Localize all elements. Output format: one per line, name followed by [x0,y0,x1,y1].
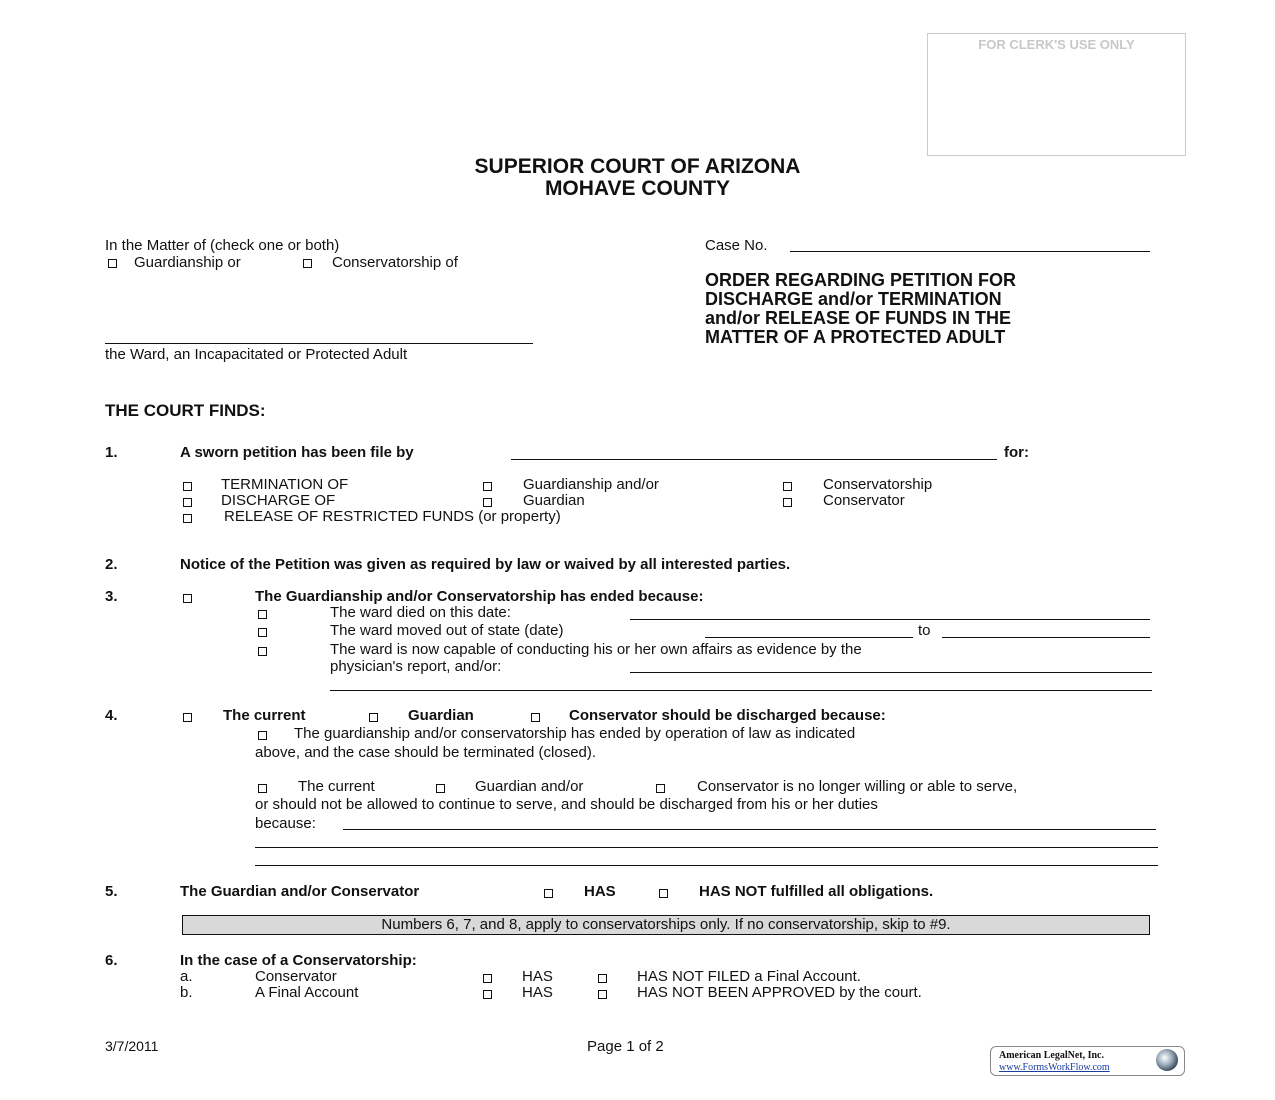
release-funds-checkbox[interactable] [183,514,192,523]
because-label: because: [255,815,316,832]
ward-label: the Ward, an Incapacitated or Protected Adult [105,346,408,363]
page-number: Page 1 of 2 [587,1038,664,1055]
s6b-hasnot-checkbox[interactable] [598,990,607,999]
physician-report-field[interactable] [630,672,1152,673]
ward-moved-label: The ward moved out of state (date) [330,622,564,639]
s1-text: A sworn petition has been file by [180,444,414,461]
s6a-has: HAS [522,968,553,985]
termination-label: TERMINATION OF [221,476,349,493]
conservatorship-label: Conservatorship of [332,254,458,271]
s4-guardian: Guardian [408,707,474,724]
unwilling-text-2: or should not be allowed to continue to serve, and should be discharged from his or her duties [255,796,878,813]
ward-died-checkbox[interactable] [258,610,267,619]
s6a-letter: a. [180,968,193,985]
unwilling-guardian: Guardian and/or [475,778,584,795]
s4-conservator-checkbox[interactable] [531,713,540,722]
s3-text: The Guardianship and/or Conservatorship has ended because: [255,588,704,605]
ward-capable-label-2: physician's report, and/or: [330,658,502,675]
ward-capable-checkbox[interactable] [258,647,267,656]
s1-number: 1. [105,444,118,461]
termination-checkbox[interactable] [183,482,192,491]
because-field-3[interactable] [255,865,1158,866]
american-legalnet-logo [990,1046,1185,1076]
s6a-has-checkbox[interactable] [483,974,492,983]
s6b-has: HAS [522,984,553,1001]
s6b-has-checkbox[interactable] [483,990,492,999]
s6a-text: Conservator [255,968,337,985]
county-name: MOHAVE COUNTY [544,177,731,200]
s2-text: Notice of the Petition was given as required by law or waived by all interested parties. [180,556,791,573]
guardianship-label: Guardianship or [134,254,241,271]
s4-conservator: Conservator should be discharged because: [569,707,886,724]
has-not-fulfilled-checkbox[interactable] [659,889,668,898]
s6-text: In the case of a Conservatorship: [180,952,417,969]
logo-name: American LegalNet, Inc. [999,1050,1104,1061]
case-no-field[interactable] [790,251,1150,252]
has-not-label: HAS NOT fulfilled all obligations. [699,883,934,900]
s6b-hasnot: HAS NOT BEEN APPROVED by the court. [637,984,922,1001]
discharge-label: DISCHARGE OF [221,492,336,509]
s6b-letter: b. [180,984,193,1001]
s3-number: 3. [105,588,118,605]
move-date-field[interactable] [705,637,913,638]
death-date-field[interactable] [630,619,1150,620]
release-funds-label: RELEASE OF RESTRICTED FUNDS (or property) [224,508,561,525]
order-title-1: ORDER REGARDING PETITION FOR [705,270,1017,290]
because-field-2[interactable] [255,847,1158,848]
s4-guardian-checkbox[interactable] [369,713,378,722]
logo-url[interactable]: www.FormsWorkFlow.com [999,1062,1110,1073]
guardianship-andor-label: Guardianship and/or [523,476,659,493]
ended-by-law-checkbox[interactable] [258,731,267,740]
unwilling-conservator-checkbox[interactable] [656,784,665,793]
conservatorship-type-label: Conservatorship [823,476,933,493]
s5-number: 5. [105,883,118,900]
unwilling-checkbox[interactable] [258,784,267,793]
ward-died-label: The ward died on this date: [330,604,511,621]
s6-number: 6. [105,952,118,969]
guardian-checkbox[interactable] [483,498,492,507]
has-fulfilled-checkbox[interactable] [544,889,553,898]
conservatorship-type-checkbox[interactable] [783,482,792,491]
ward-name-field[interactable] [105,343,533,344]
petitioner-field[interactable] [511,459,997,460]
ward-capable-label-1: The ward is now capable of conducting his or her own affairs as evidence by the [330,641,862,658]
globe-icon [1156,1049,1178,1071]
ended-by-law-1: The guardianship and/or conservatorship has ended by operation of law as indicated [294,725,856,742]
order-title-4: MATTER OF A PROTECTED ADULT [705,327,1006,347]
s4-checkbox[interactable] [183,713,192,722]
matter-label: In the Matter of (check one or both) [105,237,340,254]
guardianship-checkbox[interactable] [108,259,117,268]
guardianship-andor-checkbox[interactable] [483,482,492,491]
s5-text: The Guardian and/or Conservator [180,883,420,900]
because-field[interactable] [343,829,1156,830]
unwilling-guardian-checkbox[interactable] [436,784,445,793]
ended-by-law-2: above, and the case should be terminated (closed). [255,744,597,761]
case-no-label: Case No. [705,237,768,254]
move-destination-field[interactable] [942,637,1150,638]
unwilling-current: The current [298,778,375,795]
conservatorship-notice: Numbers 6, 7, and 8, apply to conservatorships only. If no conservatorship, skip to #9. [182,915,1150,935]
to-label: to [918,622,931,639]
physician-report-field-2[interactable] [330,690,1152,691]
court-name: SUPERIOR COURT OF ARIZONA [474,155,801,178]
ward-moved-checkbox[interactable] [258,628,267,637]
s6a-hasnot-checkbox[interactable] [598,974,607,983]
clerk-box-label: FOR CLERK'S USE ONLY [978,37,1135,52]
conservator-checkbox[interactable] [783,498,792,507]
guardian-label: Guardian [523,492,585,509]
conservator-label: Conservator [823,492,905,509]
s1-for: for: [1004,444,1029,461]
s4-number: 4. [105,707,118,724]
order-title-2: DISCHARGE and/or TERMINATION [705,289,1002,309]
unwilling-conservator: Conservator is no longer willing or able to serve, [697,778,1018,795]
clerk-use-box [927,33,1186,156]
order-title-3: and/or RELEASE OF FUNDS IN THE [705,308,1012,328]
form-date: 3/7/2011 [105,1038,159,1054]
s6b-text: A Final Account [255,984,359,1001]
s6a-hasnot: HAS NOT FILED a Final Account. [637,968,861,985]
s2-number: 2. [105,556,118,573]
conservatorship-checkbox[interactable] [303,259,312,268]
has-label: HAS [584,883,616,900]
court-finds-heading: THE COURT FINDS: [105,401,266,420]
s3-checkbox[interactable] [183,594,192,603]
discharge-checkbox[interactable] [183,498,192,507]
s4-current: The current [223,707,306,724]
